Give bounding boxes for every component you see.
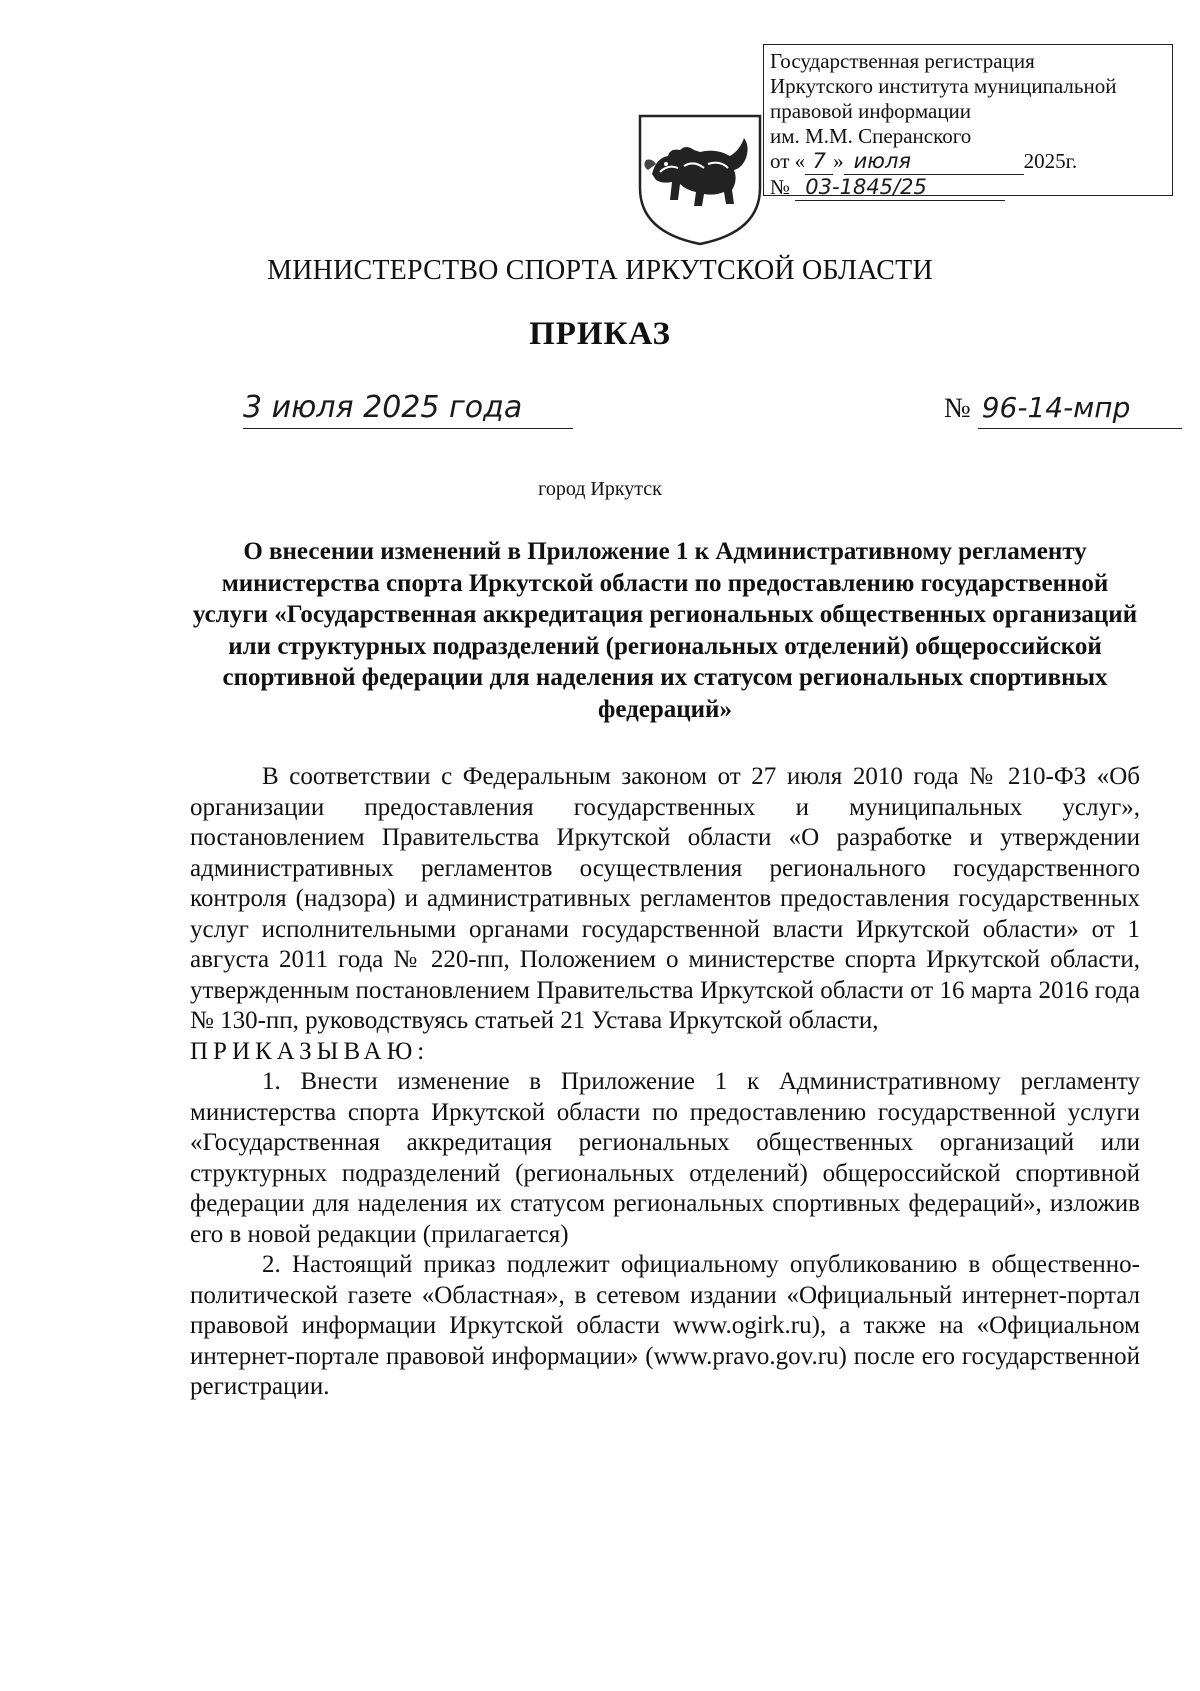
city-line: город Иркутск bbox=[538, 478, 662, 500]
order-number-value: 96-14-мпр bbox=[978, 388, 1182, 429]
item-2-paragraph: 2. Настоящий приказ подлежит официальному опубликованию в общественно-политической газете «Областная», в сетевом издании «Официальный интернет-портал правовой информации Иркутской области www.ogirk.ru), а также на «Официальном интернет-портале правовой информации» (www.pravo.gov.ru) после его государственной регистрации. bbox=[190, 1251, 1140, 1400]
stamp-date-month: июля bbox=[844, 149, 1024, 175]
stamp-line-3: правовой информации bbox=[770, 99, 972, 123]
stamp-date bbox=[770, 149, 1172, 175]
order-body bbox=[190, 762, 1140, 1403]
order-number-prefix: № bbox=[944, 393, 971, 424]
item-1-paragraph: 1. Внести изменение в Приложение 1 к Административному регламенту министерства спорта Иркутской области по предоставлению государственной услуги «Государственная аккредитация региональных общественных организаций или структурных подразделений (региональных отделений) общероссийской спортивной федерации для наделения их статусом региональных спортивных федераций», изложив его в новой редакции (прилагается) bbox=[190, 1068, 1140, 1248]
stamp-line-1: Государственная регистрация bbox=[770, 49, 1035, 73]
stamp-date-day: 7 bbox=[805, 149, 833, 175]
stamp-number-prefix: № bbox=[770, 175, 791, 199]
stamp-date-mid: » bbox=[833, 149, 844, 173]
registration-stamp bbox=[763, 44, 1173, 199]
stamp-number-value: 03-1845/25 bbox=[795, 175, 1005, 201]
stamp-date-prefix: от « bbox=[770, 149, 806, 173]
order-date: 3 июля 2025 года bbox=[243, 388, 573, 429]
preamble-paragraph: В соответствии с Федеральным законом от 27 июля 2010 года № 210-ФЗ «Об организации предоставления государственных и муниципальных услуг», постановлением Правительства Иркутской области «О разработке и утверждении административных регламентов осуществления регионального государственного контроля (надзора) и административных регламентов предоставления государственных услуг исполнительными органами государственной власти Иркутской области» от 1 августа 2011 года № 220-пп, Положением о министерстве спорта Иркутской области, утвержденным постановлением Правительства Иркутской области от 16 марта 2016 года № 130-пп, руководствуясь статьей 21 Устава Иркутской области, bbox=[190, 763, 1140, 1034]
ministry-name: МИНИСТЕРСТВО СПОРТА ИРКУТСКОЙ ОБЛАСТИ bbox=[267, 255, 933, 286]
stamp-line-4: им. М.М. Сперанского bbox=[770, 124, 972, 148]
document-type-title: ПРИКАЗ bbox=[529, 316, 671, 352]
coat-of-arms-icon bbox=[634, 110, 766, 248]
stamp-number bbox=[770, 175, 1172, 201]
stamp-date-year: 2025г. bbox=[1023, 149, 1078, 173]
order-subject-heading: О внесении изменений в Приложение 1 к Административному регламенту министерства спорта Иркутской области по предоставлению государственной услуги «Государственная аккредитация региональных общественных организаций или структурных подразделений (региональных отделений) общероссийской спортивной федерации для наделения их статусом региональных спортивных федераций» bbox=[192, 538, 1138, 723]
decree-word: ПРИКАЗЫВАЮ: bbox=[190, 1037, 430, 1065]
stamp-line-2: Иркутского института муниципальной bbox=[770, 74, 1117, 98]
order-number bbox=[944, 388, 1182, 429]
